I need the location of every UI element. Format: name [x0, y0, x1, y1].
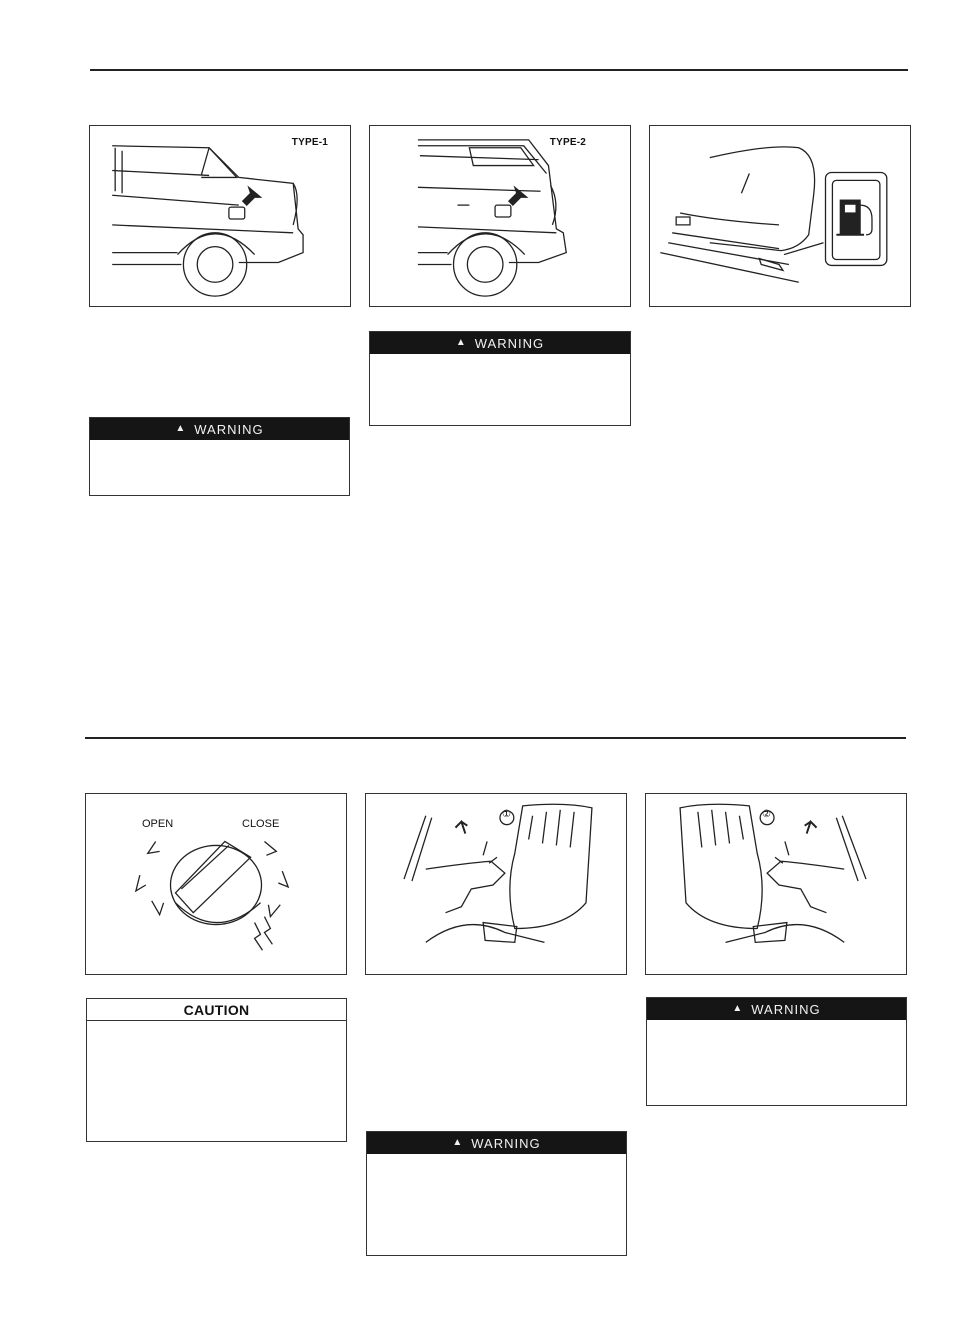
car-wagon-rear-icon — [370, 126, 630, 306]
figure-label: TYPE-1 — [291, 137, 328, 148]
hand-release-right-icon — [646, 794, 906, 974]
warning-header — [370, 332, 630, 354]
warning-title: WARNING — [474, 335, 545, 351]
car-sedan-rear-icon — [90, 126, 350, 306]
callout-number: ② — [762, 809, 771, 820]
figure-release-2 — [645, 793, 907, 975]
warning-triangle-icon: ▲ — [452, 1136, 464, 1148]
section-divider — [85, 737, 906, 739]
fuel-cap-rotation-icon — [86, 794, 346, 974]
warning-box — [369, 331, 631, 426]
warning-box — [646, 997, 907, 1106]
figure-release-1 — [365, 793, 627, 975]
warning-title: WARNING — [471, 1135, 541, 1151]
figure-label: TYPE-2 — [549, 137, 586, 148]
warning-triangle-icon: ▲ — [732, 1002, 744, 1014]
warning-box — [89, 417, 350, 496]
warning-header — [647, 998, 906, 1020]
top-divider — [90, 69, 908, 71]
figure-type-1 — [89, 125, 351, 307]
fuel-lid-opener-icon — [650, 126, 910, 306]
warning-header — [367, 1132, 626, 1154]
figure-type-2 — [369, 125, 631, 307]
open-label: OPEN — [142, 818, 174, 830]
warning-title: WARNING — [194, 421, 264, 437]
caution-header: CAUTION — [87, 999, 346, 1021]
warning-title: WARNING — [751, 1001, 821, 1017]
warning-header — [90, 418, 349, 440]
warning-triangle-icon: ▲ — [455, 336, 467, 348]
figure-fuel-lid-opener — [649, 125, 911, 307]
callout-number: ① — [502, 809, 511, 820]
warning-box — [366, 1131, 627, 1256]
caution-box — [86, 998, 347, 1142]
close-label: CLOSE — [242, 818, 280, 830]
warning-triangle-icon: ▲ — [175, 422, 187, 434]
figure-fuel-cap — [85, 793, 347, 975]
hand-release-left-icon — [366, 794, 626, 974]
